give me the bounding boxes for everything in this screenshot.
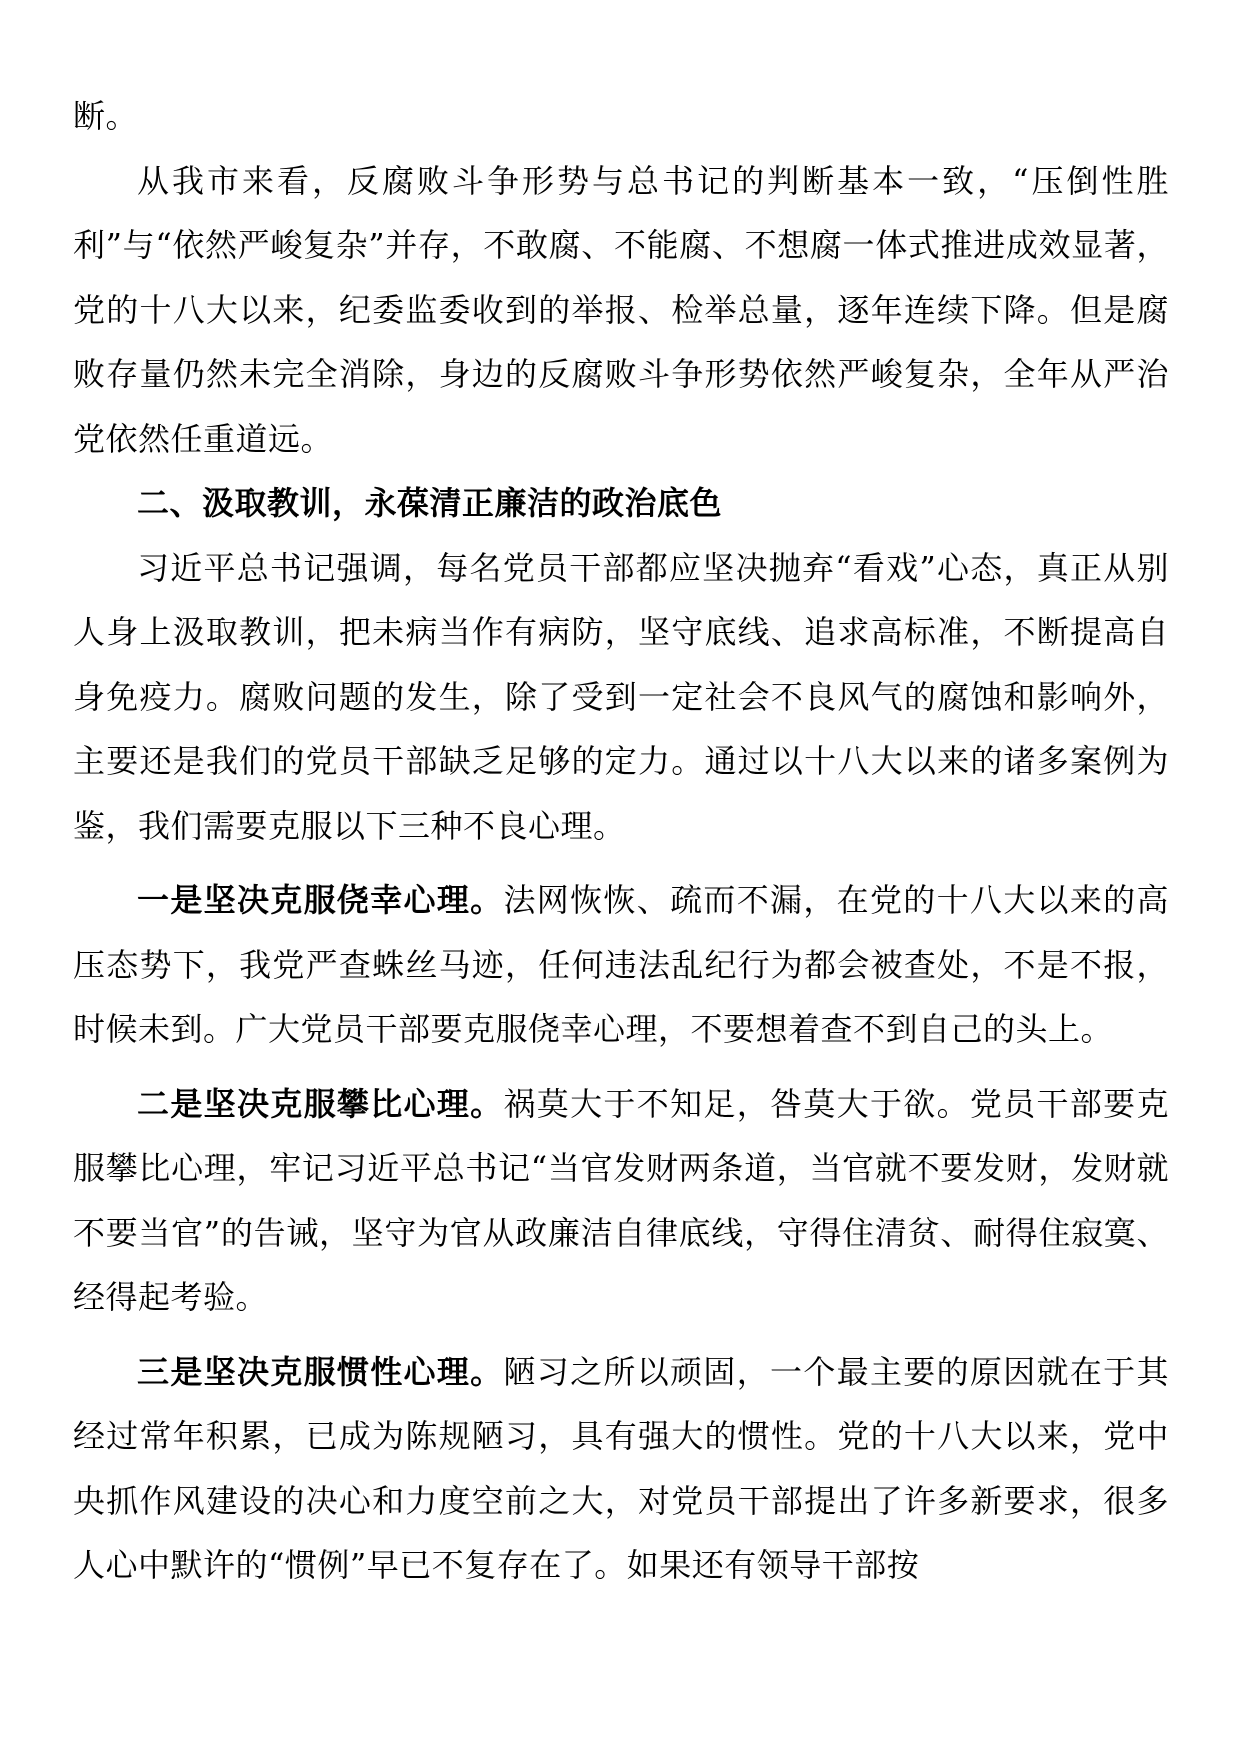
section-heading: 二、汲取教训，永葆清正廉洁的政治底色: [137, 484, 723, 522]
paragraph-continuation: 断。: [73, 97, 139, 135]
point-three-lead: 三是坚决克服惯性心理。: [137, 1352, 504, 1391]
paragraph-point-two: [73, 1072, 1169, 1330]
point-one-body: 法网恢恢、疏而不漏，在党的十八大以来的高压态势下，我党严查蛛丝马迹，任何违法乱纪行为都会被查处，不是不报，时候未到。广大党员干部要克服侥幸心理，不要想着查不到自己的头上。: [73, 881, 1169, 1048]
paragraph-situation: 从我市来看，反腐败斗争形势与总书记的判断基本一致，“压倒性胜利”与“依然严峻复杂”并存，不敢腐、不能腐、不想腐一体式推进成效显著，党的十八大以来，纪委监委收到的举报、检举总量，逐年连续下降。但是腐败存量仍然未完全消除，身边的反腐败斗争形势依然严峻复杂，全年从严治党依然任重道远。: [73, 161, 1169, 458]
point-two-body: 祸莫大于不知足，咎莫大于欲。党员干部要克服攀比心理，牢记习近平总书记“当官发财两条道，当官就不要发财，发财就不要当官”的告诫，坚守为官从政廉洁自律底线，守得住清贫、耐得住寂寞、经得起考验。: [73, 1084, 1169, 1316]
paragraph-point-one: [73, 868, 1169, 1062]
paragraph-lessons: 习近平总书记强调，每名党员干部都应坚决抛弃“看戏”心态，真正从别人身上汲取教训，把未病当作有病防，坚守底线、追求高标准，不断提高自身免疫力。腐败问题的发生，除了受到一定社会不良风气的腐蚀和影响外，主要还是我们的党员干部缺乏足够的定力。通过以十八大以来的诸多案例为鉴，我们需要克服以下三种不良心理。: [73, 548, 1169, 845]
point-one-lead: 一是坚决克服侥幸心理。: [137, 881, 504, 919]
paragraph-point-three: [73, 1340, 1169, 1598]
document-body: [73, 84, 1169, 1598]
point-three-body: 陋习之所以顽固，一个最主要的原因就在于其经过常年积累，已成为陈规陋习，具有强大的惯性。党的十八大以来，党中央抓作风建设的决心和力度空前之大，对党员干部提出了许多新要求，很多人心中默许的“惯例”早已不复存在了。如果还有领导干部按: [73, 1352, 1169, 1584]
point-two-lead: 二是坚决克服攀比心理。: [137, 1084, 504, 1123]
